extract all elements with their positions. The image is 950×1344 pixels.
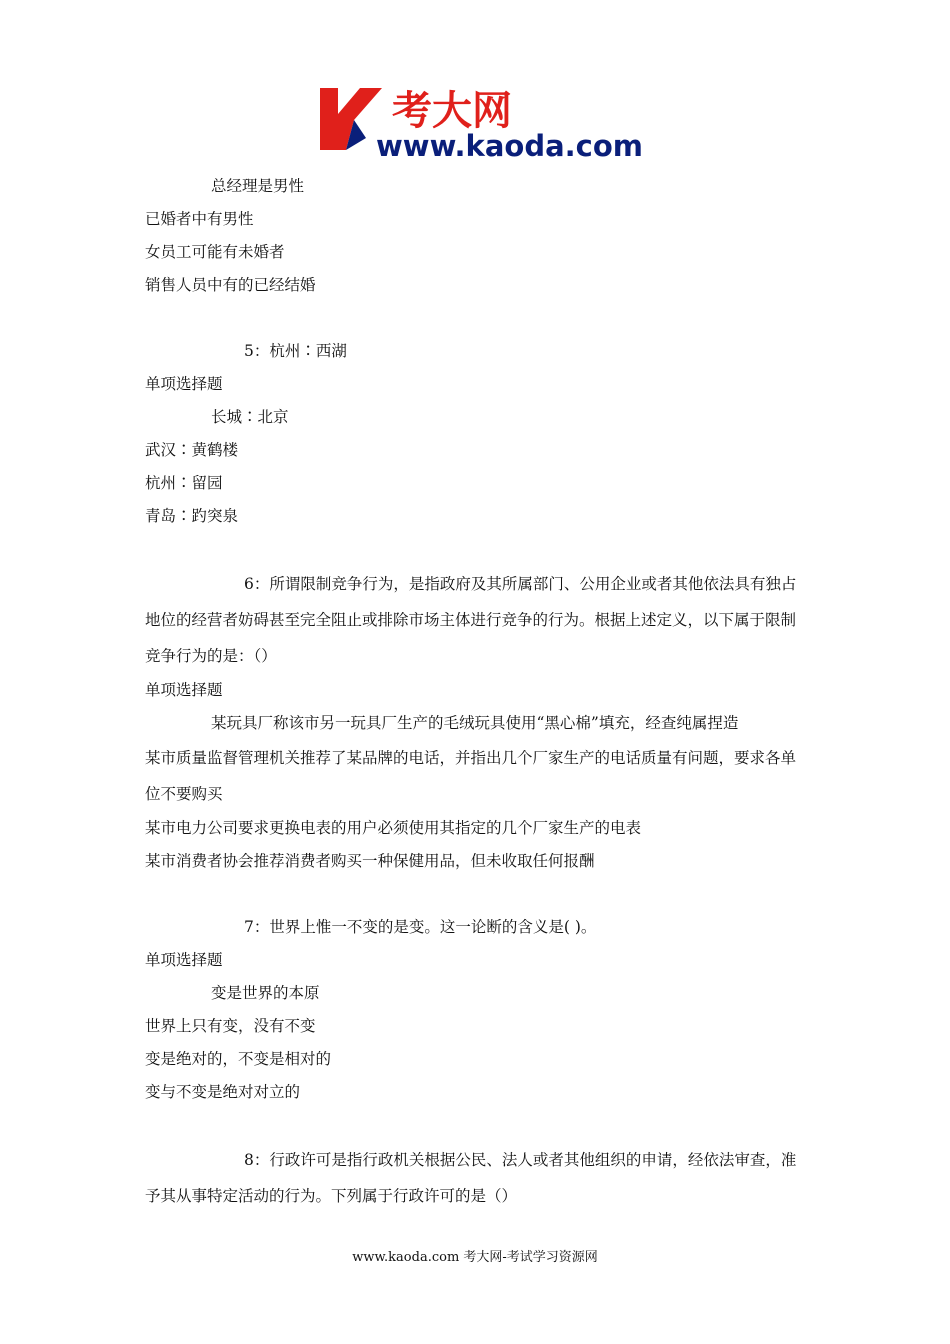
q7-option-b: 世界上只有变，没有不变 [145,1017,316,1035]
q5-option-d: 青岛∶趵突泉 [145,507,239,525]
logo-chinese: 考大网 [392,88,512,134]
q6-option-d: 某市消费者协会推荐消费者购买一种保健用品，但未收取任何报酬 [145,852,595,870]
q5-option-c: 杭州∶留园 [145,474,223,492]
q4-option-b: 已婚者中有男性 [145,210,254,228]
q6-option-c: 某市电力公司要求更换电表的用户必须使用其指定的几个厂家生产的电表 [145,819,642,837]
q6-stem: 6：所谓限制竞争行为，是指政府及其所属部门、公用企业或者其他依法具有独占地位的经营者妨碍甚至完全阻止或排除市场主体进行竞争的行为。根据上述定义，以下属于限制竞争行为的是：（） [145,575,797,665]
document-body [145,170,810,1214]
q6-option-a: 某玩具厂称该市另一玩具厂生产的毛绒玩具使用“黑心棉”填充，经查纯属捏造 [211,714,739,732]
q6-type: 单项选择题 [145,681,223,699]
q4-option-a: 总经理是男性 [211,177,305,195]
q7-option-a: 变是世界的本原 [211,984,320,1002]
q7-stem: 7：世界上惟一不变的是变。这一论断的含义是( )。 [244,918,597,936]
q7-type: 单项选择题 [145,951,223,969]
q5-option-a: 长城∶北京 [211,408,289,426]
q5-type: 单项选择题 [145,375,223,393]
q4-option-d: 销售人员中有的已经结婚 [145,276,316,294]
logo-url: www.kaoda.com [376,129,643,160]
kaoda-logo [316,80,646,160]
q6-option-b: 某市质量监督管理机关推荐了某品牌的电话，并指出几个厂家生产的电话质量有问题，要求各单位不要购买 [145,749,797,803]
q5-option-b: 武汉∶黄鹤楼 [145,441,239,459]
q7-option-c: 变是绝对的，不变是相对的 [145,1050,332,1068]
q4-option-c: 女员工可能有未婚者 [145,243,285,261]
q8-stem: 8：行政许可是指行政机关根据公民、法人或者其他组织的申请，经依法审查，准予其从事特定活动的行为。下列属于行政许可的是（） [145,1151,797,1205]
page-footer: www.kaoda.com 考大网-考试学习资源网 [352,1250,598,1265]
q5-stem: 5：杭州∶西湖 [244,342,347,360]
q7-option-d: 变与不变是绝对对立的 [145,1083,301,1101]
